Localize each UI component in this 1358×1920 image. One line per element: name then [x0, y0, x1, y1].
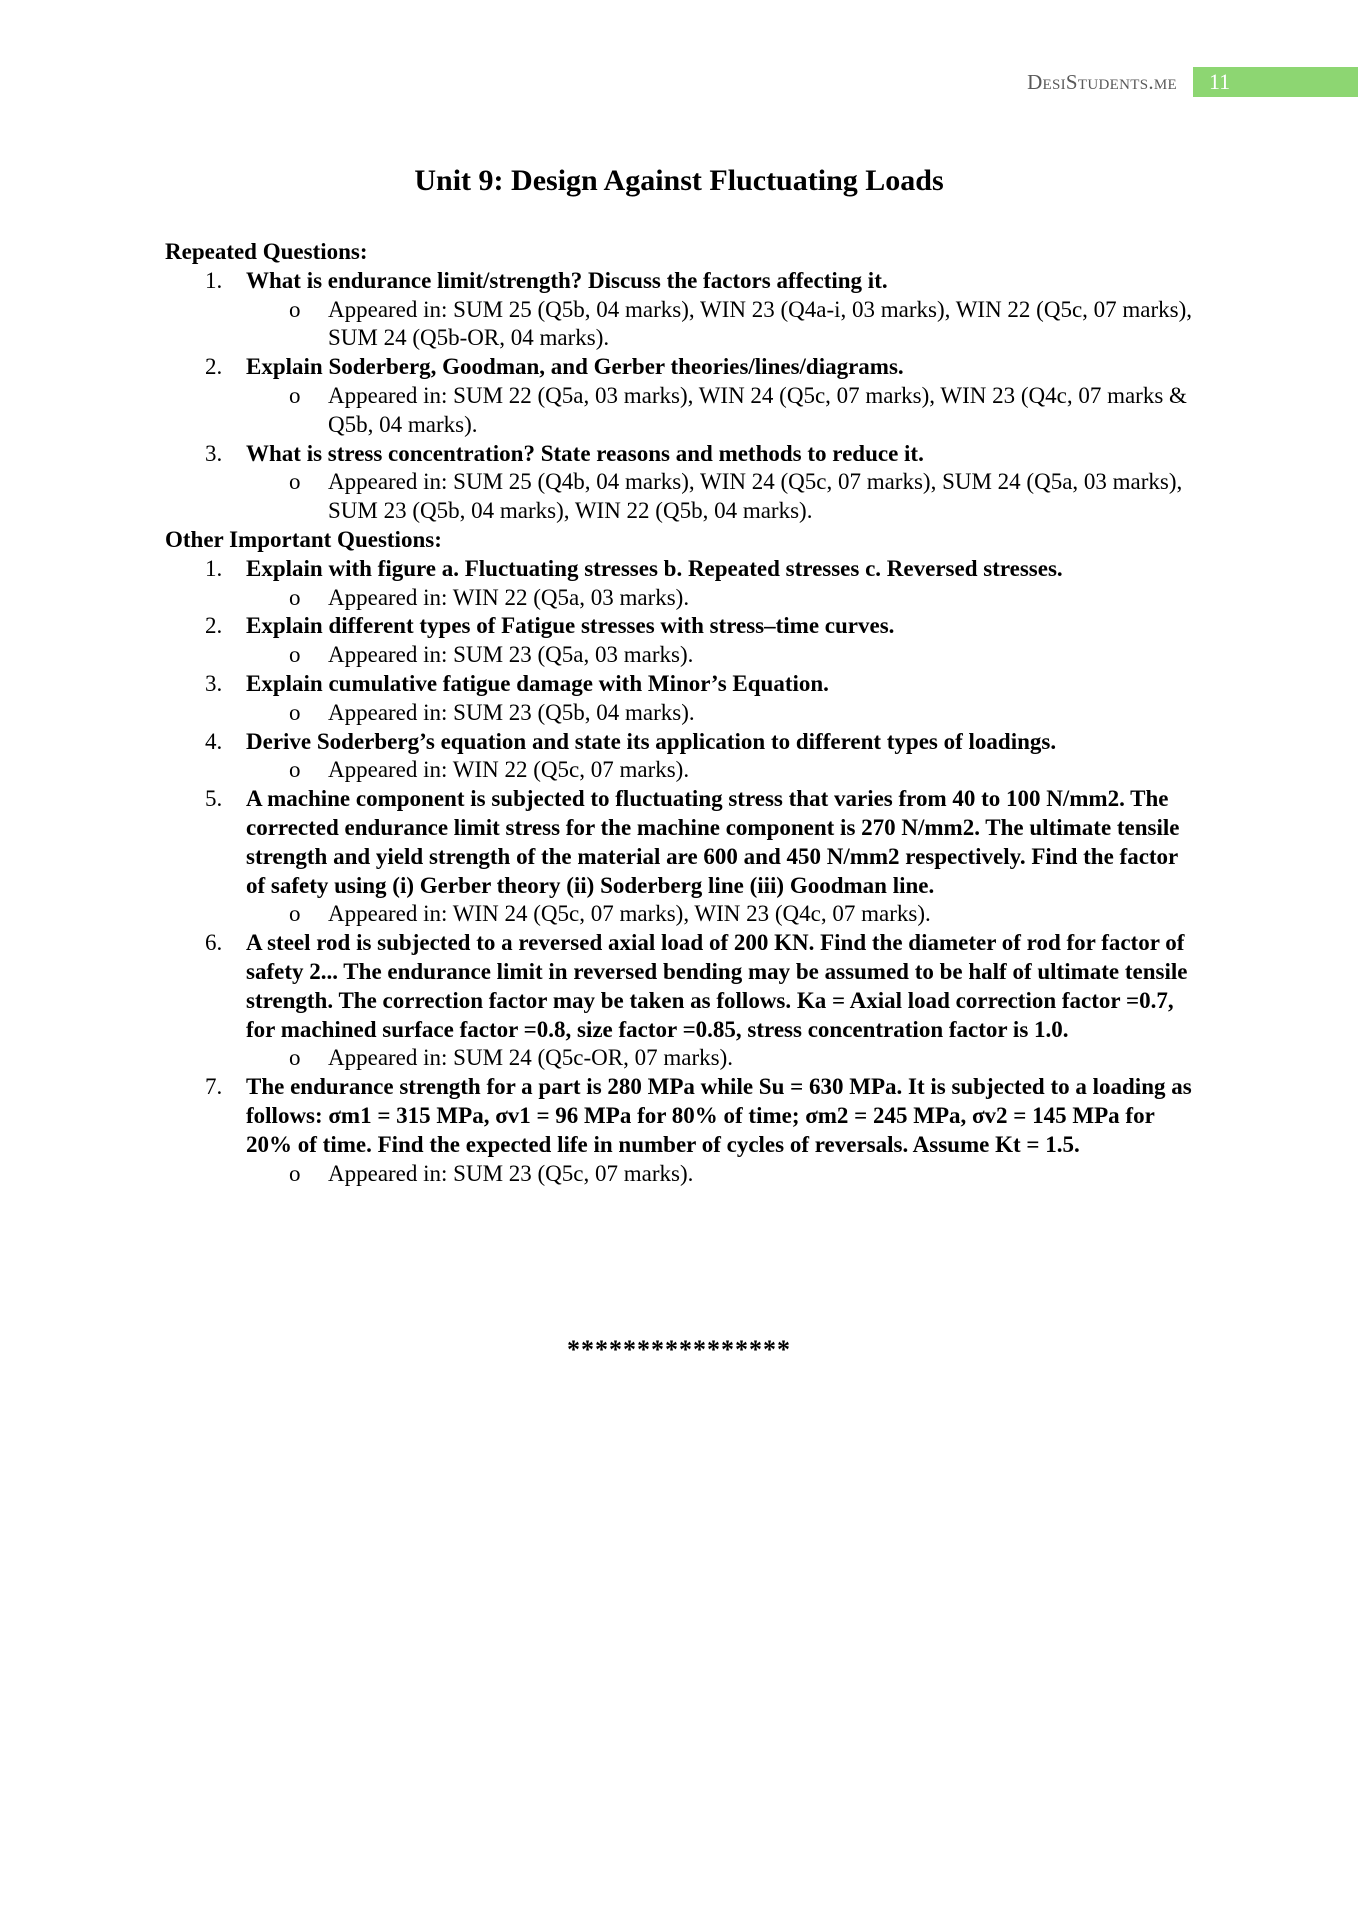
- question-text: Explain different types of Fatigue stresses with stress–time curves.: [246, 613, 895, 639]
- question-number: 3.: [205, 670, 223, 696]
- question-item: [165, 785, 1195, 900]
- question-text: Explain Soderberg, Goodman, and Gerber theories/lines/diagrams.: [246, 354, 904, 380]
- other-list: [165, 555, 1195, 1189]
- appeared-in: [165, 584, 1195, 613]
- site-name: DesiStudents.me: [1027, 70, 1177, 94]
- question-number: 4.: [205, 728, 223, 754]
- appeared-text: Appeared in: WIN 22 (Q5c, 07 marks).: [328, 757, 690, 783]
- bullet-icon: o: [289, 382, 301, 408]
- bullet-icon: o: [289, 901, 301, 927]
- question-number: 1.: [205, 267, 223, 293]
- question-text: A machine component is subjected to fluctuating stress that varies from 40 to 100 N/mm2. The corrected endurance limit stress for the machine component is 270 N/mm2. The ultimate tensile strength and yield strength of the material are 600 and 450 N/mm2 respectively. Find the factor of safety using (i) Gerber theory (ii) Soderberg line (iii) Goodman line.: [246, 786, 1180, 898]
- question-number: 3.: [205, 440, 223, 466]
- repeated-list: [165, 267, 1195, 526]
- page-number: 11: [1193, 67, 1358, 97]
- appeared-text: Appeared in: SUM 23 (Q5a, 03 marks).: [328, 642, 694, 668]
- appeared-text: Appeared in: SUM 25 (Q4b, 04 marks), WIN 24 (Q5c, 07 marks), SUM 24 (Q5a, 03 marks), SUM 23 (Q5b, 04 marks), WIN 22 (Q5b, 04 marks).: [328, 469, 1183, 524]
- end-separator: ****************: [567, 1335, 791, 1364]
- question-number: 1.: [205, 555, 223, 581]
- appeared-in: [165, 468, 1195, 526]
- appeared-text: Appeared in: SUM 24 (Q5c-OR, 07 marks).: [328, 1045, 733, 1071]
- bullet-icon: o: [289, 757, 301, 783]
- appeared-text: Appeared in: SUM 23 (Q5b, 04 marks).: [328, 699, 695, 725]
- question-item: [165, 555, 1195, 584]
- appeared-text: Appeared in: SUM 22 (Q5a, 03 marks), WIN 24 (Q5c, 07 marks), WIN 23 (Q4c, 07 marks & Q5b, 04 marks).: [328, 382, 1187, 437]
- appeared-in: [165, 382, 1195, 440]
- question-number: 6.: [205, 930, 223, 956]
- question-text: A steel rod is subjected to a reversed axial load of 200 KN. Find the diameter of rod for factor of safety 2... The endurance limit in reversed bending may be assumed to be half of ultimate tensile strength. The correction factor may be taken as follows. Ka = Axial load correction factor =0.7, for machined surface factor =0.8, size factor =0.85, stress concentration factor is 1.0.: [246, 930, 1188, 1042]
- question-item: [165, 929, 1195, 1044]
- bullet-icon: o: [289, 584, 301, 610]
- appeared-in: [165, 756, 1195, 785]
- question-text: What is endurance limit/strength? Discuss the factors affecting it.: [246, 267, 888, 293]
- appeared-in: [165, 900, 1195, 929]
- repeated-heading: Repeated Questions:: [165, 239, 368, 264]
- question-text: Derive Soderberg’s equation and state its application to different types of loadings.: [246, 728, 1057, 754]
- appeared-in: [165, 296, 1195, 354]
- question-number: 7.: [205, 1074, 223, 1100]
- question-number: 2.: [205, 354, 223, 380]
- appeared-text: Appeared in: WIN 24 (Q5c, 07 marks), WIN 23 (Q4c, 07 marks).: [328, 901, 931, 927]
- question-item: [165, 353, 1195, 382]
- appeared-in: [165, 1044, 1195, 1073]
- bullet-icon: o: [289, 1160, 301, 1186]
- question-item: [165, 267, 1195, 296]
- question-item: [165, 440, 1195, 469]
- appeared-in: [165, 1160, 1195, 1189]
- question-text: Explain cumulative fatigue damage with Minor’s Equation.: [246, 670, 829, 696]
- question-text: Explain with figure a. Fluctuating stresses b. Repeated stresses c. Reversed stresses.: [246, 555, 1063, 581]
- other-heading: Other Important Questions:: [165, 526, 442, 552]
- bullet-icon: o: [289, 296, 301, 322]
- question-number: 5.: [205, 786, 223, 812]
- question-item: [165, 1073, 1195, 1159]
- question-text: The endurance strength for a part is 280 MPa while Su = 630 MPa. It is subjected to a loading as follows: σm1 = 315 MPa, σv1 = 96 MPa for 80% of time; σm2 = 245 MPa, σv2 = 145 MPa for 20% of time. Find the expected life in number of cycles of reversals. Assume Kt = 1.5.: [246, 1074, 1192, 1157]
- appeared-text: Appeared in: SUM 25 (Q5b, 04 marks), WIN 23 (Q4a-i, 03 marks), WIN 22 (Q5c, 07 marks), SUM 24 (Q5b-OR, 04 marks).: [328, 296, 1193, 351]
- bullet-icon: o: [289, 699, 301, 725]
- question-item: [165, 612, 1195, 641]
- question-item: [165, 670, 1195, 699]
- appeared-in: [165, 641, 1195, 670]
- question-item: [165, 728, 1195, 757]
- question-content: [165, 238, 1195, 1188]
- appeared-text: Appeared in: SUM 23 (Q5c, 07 marks).: [328, 1160, 694, 1186]
- question-text: What is stress concentration? State reasons and methods to reduce it.: [246, 440, 924, 466]
- bullet-icon: o: [289, 642, 301, 668]
- bullet-icon: o: [289, 1045, 301, 1071]
- appeared-text: Appeared in: WIN 22 (Q5a, 03 marks).: [328, 584, 690, 610]
- question-number: 2.: [205, 613, 223, 639]
- appeared-in: [165, 699, 1195, 728]
- bullet-icon: o: [289, 469, 301, 495]
- page-title: Unit 9: Design Against Fluctuating Loads: [414, 164, 944, 197]
